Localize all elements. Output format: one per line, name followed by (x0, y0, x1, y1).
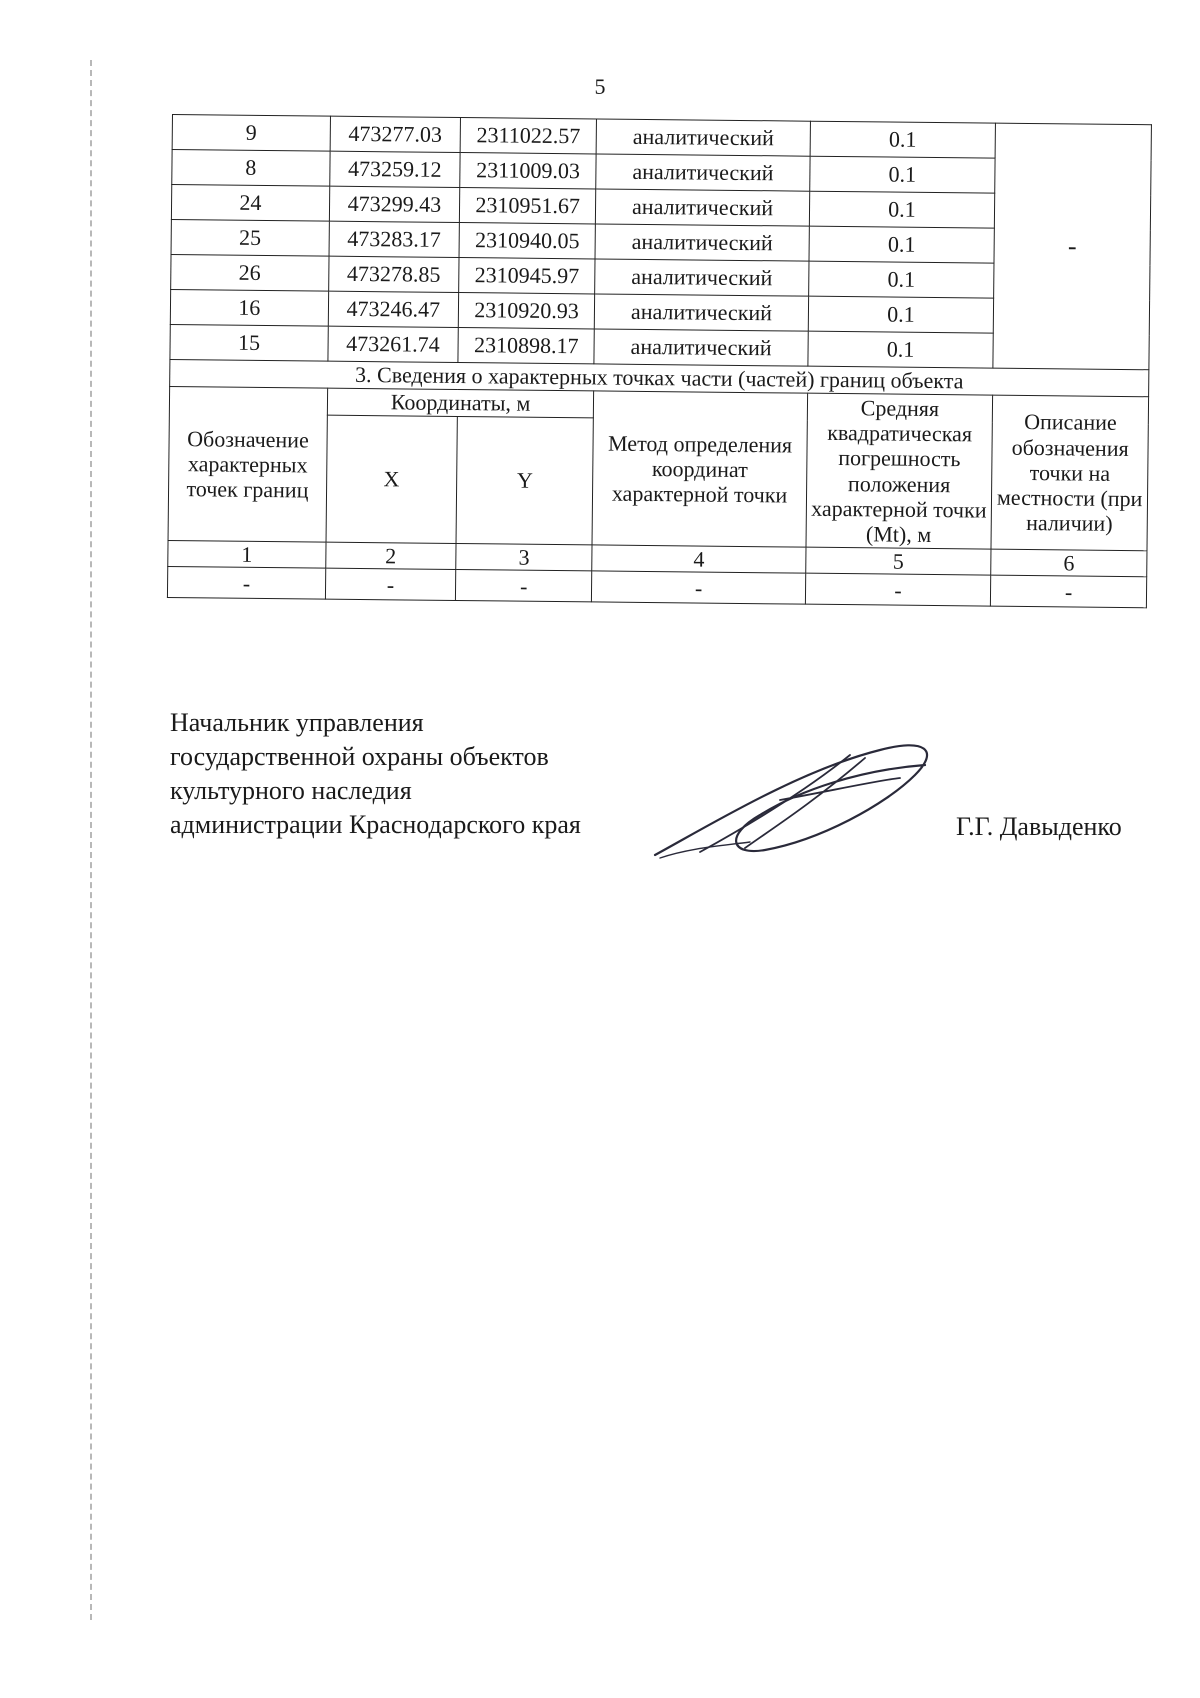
header-point-designation: Обозначение характерных точек границ (168, 386, 327, 542)
column-number: 4 (592, 545, 806, 574)
signer-position-line: культурного наследия (170, 776, 412, 805)
error-cell: 0.1 (809, 191, 995, 228)
signer-position-line: администрации Краснодарского края (170, 810, 581, 839)
page-number: 5 (594, 74, 606, 99)
empty-cell: - (991, 575, 1147, 608)
y-cell: 2310945.97 (459, 258, 596, 294)
point-cell: 15 (170, 324, 328, 361)
header-y: Y (456, 417, 594, 545)
signer-position (170, 706, 581, 842)
x-cell: 473246.47 (328, 291, 458, 327)
empty-cell: - (325, 568, 455, 600)
empty-cell: - (805, 573, 991, 606)
error-cell: 0.1 (809, 226, 995, 263)
coordinates-table (167, 114, 1152, 609)
signer-position-line: государственной охраны объектов (170, 742, 549, 771)
error-cell: 0.1 (809, 156, 995, 193)
x-cell: 473277.03 (330, 116, 460, 152)
empty-cell: - (592, 571, 806, 604)
point-cell: 24 (171, 185, 329, 222)
column-number: 5 (805, 547, 991, 575)
method-cell: аналитический (595, 259, 809, 296)
method-cell: аналитический (595, 224, 809, 261)
y-cell: 2310898.17 (458, 328, 595, 364)
error-cell: 0.1 (808, 261, 994, 298)
signer-position-line: Начальник управления (170, 708, 424, 737)
y-cell: 2311009.03 (460, 153, 597, 189)
x-cell: 473278.85 (328, 256, 458, 292)
y-cell: 2310920.93 (458, 293, 595, 329)
method-cell: аналитический (596, 189, 810, 226)
column-number: 1 (168, 540, 326, 568)
point-cell: 26 (171, 254, 329, 291)
x-cell: 473283.17 (329, 221, 459, 257)
point-cell: 9 (172, 115, 330, 152)
error-cell: 0.1 (808, 296, 994, 333)
empty-cell: - (455, 570, 592, 602)
signer-name: Г.Г. Давыденко (956, 812, 1122, 841)
binding-margin-line (90, 60, 92, 1620)
x-cell: 473259.12 (330, 151, 460, 187)
description-merged-cell: - (993, 123, 1151, 370)
empty-cell: - (167, 567, 325, 600)
coordinates-table-body (167, 115, 1151, 609)
header-error: Средняя квадратическая погрешность положения характерной точки (Мt), м (806, 393, 993, 549)
section-title: 3. Сведения о характерных точках части (частей) границ объекта (170, 359, 1149, 396)
method-cell: аналитический (595, 294, 809, 331)
header-coordinates: Координаты, м (327, 388, 594, 418)
header-description: Описание обозначения точки на местности (при наличии) (991, 395, 1148, 551)
method-cell: аналитический (597, 119, 811, 156)
error-cell: 0.1 (808, 331, 994, 368)
header-method: Метод определения координат характерной точки (592, 391, 807, 547)
method-cell: аналитический (594, 329, 808, 366)
y-cell: 2310940.05 (459, 223, 596, 259)
column-number: 3 (456, 543, 593, 571)
point-cell: 25 (171, 219, 329, 256)
handwritten-signature (650, 730, 940, 860)
y-cell: 2310951.67 (459, 188, 596, 224)
method-cell: аналитический (596, 154, 810, 191)
point-cell: 16 (170, 289, 328, 326)
point-cell: 8 (172, 150, 330, 187)
x-cell: 473299.43 (329, 186, 459, 222)
y-cell: 2311022.57 (460, 118, 597, 154)
column-number: 6 (991, 549, 1147, 577)
header-x: X (326, 415, 457, 543)
x-cell: 473261.74 (328, 326, 458, 362)
column-number: 2 (326, 542, 456, 570)
error-cell: 0.1 (810, 121, 996, 158)
